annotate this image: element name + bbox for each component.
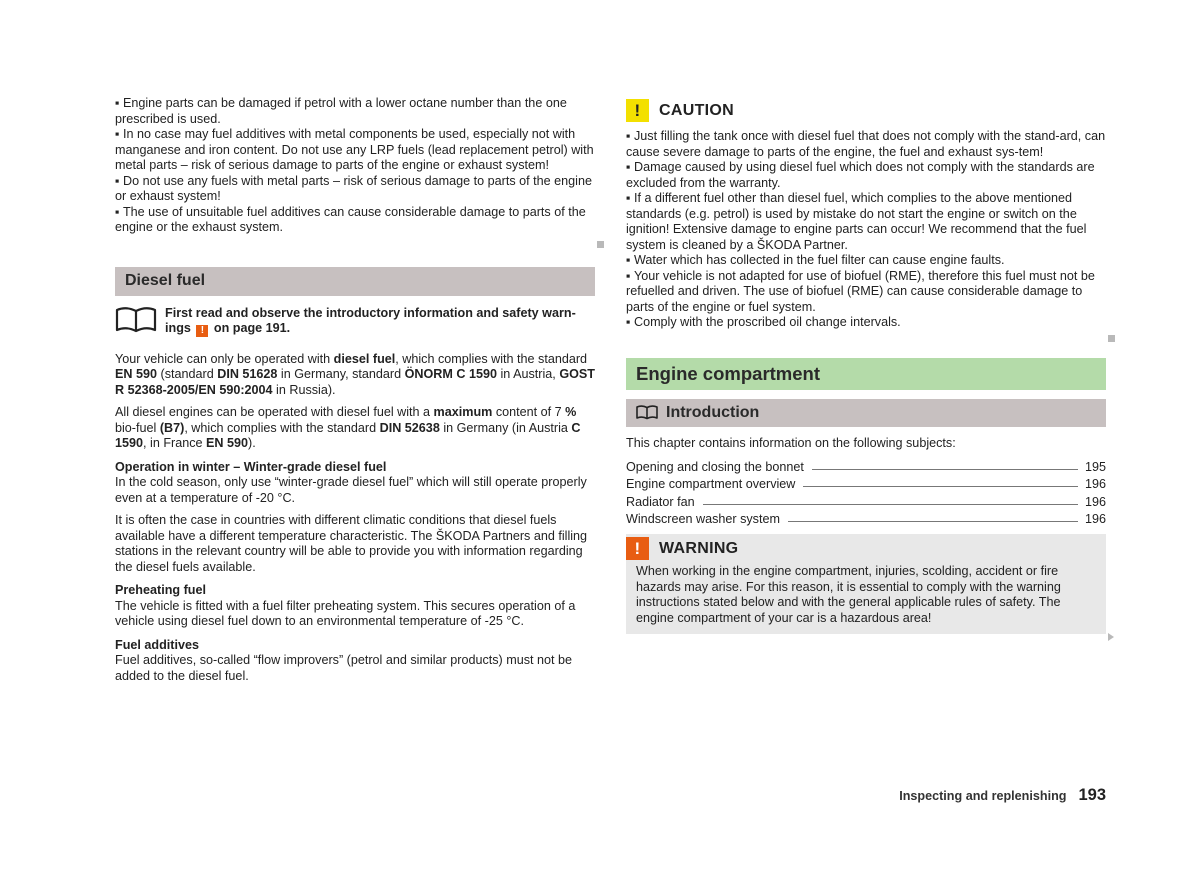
open-book-icon <box>115 306 157 339</box>
introduction-title: Introduction <box>666 403 760 421</box>
introduction-header <box>626 399 1106 427</box>
book-icon <box>636 405 658 420</box>
warning-icon: ! <box>196 325 208 337</box>
winter-text: In the cold season, only use “winter-grade diesel fuel” which will still operate properly even at a temperature of -20 °C. <box>115 475 587 505</box>
list-item: ▪ Your vehicle is not adapted for use of biofuel (RME), therefore this fuel must not be refuelled and driven. The use of biofuel (RME) can cause considerable damage to parts of the engine or fuel system. <box>626 269 1106 316</box>
additives-text: Fuel additives, so-called “flow improvers” (petrol and similar products) must not be added to the diesel fuel. <box>115 653 573 683</box>
winter-heading: Operation in winter – Winter-grade diesel fuel <box>115 459 387 474</box>
list-item: ▪ Water which has collected in the fuel filter can cause engine faults. <box>626 253 1106 269</box>
list-item: ▪ If a different fuel other than diesel fuel, which complies to the above mentioned standards (e.g. petrol) is used by mistake do not start the engine or switch on the ignition! Extensive damage to engine parts can occur! We recommend that the fuel system is cleaned by a ŠKODA Partner. <box>626 191 1106 253</box>
warning-header <box>626 537 1096 560</box>
right-column <box>626 96 1106 634</box>
warning-title: WARNING <box>659 539 739 557</box>
toc-page: 196 <box>1084 494 1106 509</box>
left-column <box>115 96 595 684</box>
paragraph-diesel-standards: Your vehicle can only be operated with diesel fuel, which complies with the standard EN 590 (standard DIN 51628 in Germany, standard ÖNORM C 1590 in Austria, GOST R 52368-2005/EN 590:2004 in Russia). <box>115 351 595 397</box>
read-first-note <box>115 306 595 339</box>
caution-header <box>626 99 1106 122</box>
toc-entry[interactable] <box>626 474 1106 492</box>
list-item: ▪ In no case may fuel additives with metal components be used, especially not with manganese and iron content. Do not use any LRP fuels (lead replacement petrol) with metal parts – risk of serious damage to parts of the engine or exhaust system! <box>115 127 595 174</box>
climate-text: It is often the case in countries with different climatic conditions that diesel fuels available have a different temperature characteristic. The ŠKODA Partners and filling stations in the relevant country will be able to provide you with information regarding the diesel fuels available. <box>115 513 588 574</box>
list-item: ▪ Just filling the tank once with diesel fuel that does not comply with the stand-ard, can cause severe damage to parts of the engine, the fuel and exhaust sys-tem! <box>626 129 1106 160</box>
toc-page: 196 <box>1084 512 1106 526</box>
toc-label: Windscreen washer system <box>626 512 780 526</box>
toc-leader <box>788 521 1078 522</box>
section-end-marker <box>597 241 604 248</box>
section-title: Diesel fuel <box>125 272 206 289</box>
list-item: ▪ The use of unsuitable fuel additives can cause considerable damage to parts of the engine or the exhaust system. <box>115 205 595 236</box>
section-header-diesel-fuel <box>115 267 595 296</box>
caution-title: CAUTION <box>659 101 734 119</box>
toc-page: 196 <box>1084 477 1106 491</box>
page-number: 193 <box>1078 786 1106 804</box>
warning-box <box>626 534 1106 634</box>
caution-list <box>626 129 1106 331</box>
read-note-line-2 <box>165 321 576 337</box>
list-item: ▪ Do not use any fuels with metal parts – risk of serious damage to parts of the engine or exhaust system! <box>115 174 595 205</box>
toc-page: 195 <box>1084 459 1106 474</box>
toc-label: Radiator fan <box>626 494 695 509</box>
warning-icon: ! <box>626 537 649 560</box>
continue-arrow-icon <box>1108 633 1114 641</box>
chapter-title: Engine compartment <box>636 362 820 384</box>
intro-bullet-list <box>115 96 595 236</box>
caution-icon: ! <box>626 99 649 122</box>
read-note-line-1: First read and observe the introductory information and safety warn- <box>165 305 576 320</box>
preheat-text: The vehicle is fitted with a fuel filter preheating system. This secures operation of a vehicle using diesel fuel down to an environmental temperature of -25 °C. <box>115 598 576 628</box>
read-note-text: ings <box>165 321 191 335</box>
list-item: ▪ Damage caused by using diesel fuel which does not comply with the standards are excluded from the warranty. <box>626 160 1106 191</box>
list-item: ▪ Engine parts can be damaged if petrol with a lower octane number than the one prescribed is used. <box>115 96 595 127</box>
page-footer <box>899 786 1106 805</box>
toc-entry[interactable] <box>626 456 1106 474</box>
toc-leader <box>812 469 1078 470</box>
toc-leader <box>703 504 1078 505</box>
toc-label: Engine compartment overview <box>626 477 796 491</box>
list-item: ▪ Comply with the proscribed oil change intervals. <box>626 315 1106 331</box>
toc-label: Opening and closing the bonnet <box>626 459 804 474</box>
page-reference-link[interactable]: on page 191. <box>213 321 291 335</box>
toc-entry[interactable] <box>626 491 1106 509</box>
toc-leader <box>803 486 1078 487</box>
paragraph-biofuel-content: All diesel engines can be operated with diesel fuel with a maximum content of 7 % bio-fuel (B7), which complies with the standard DIN 52638 in Germany (in Austria C 1590, in France EN 590). <box>115 405 581 450</box>
toc-entry[interactable] <box>626 509 1106 527</box>
chapter-header-engine-compartment <box>626 358 1106 390</box>
additives-heading: Fuel additives <box>115 637 199 652</box>
footer-section-title: Inspecting and replenishing <box>899 789 1067 803</box>
introduction-text: This chapter contains information on the following subjects: <box>626 435 956 450</box>
preheat-heading: Preheating fuel <box>115 583 206 597</box>
warning-text: When working in the engine compartment, injuries, scolding, accident or fire hazards may arise. For this reason, it is essential to comply with the warning instructions stated below and with the general applicable rules of safety. The engine compartment of your car is a hazardous area! <box>636 564 1061 625</box>
section-end-marker <box>1108 335 1115 342</box>
table-of-contents <box>626 456 1106 526</box>
